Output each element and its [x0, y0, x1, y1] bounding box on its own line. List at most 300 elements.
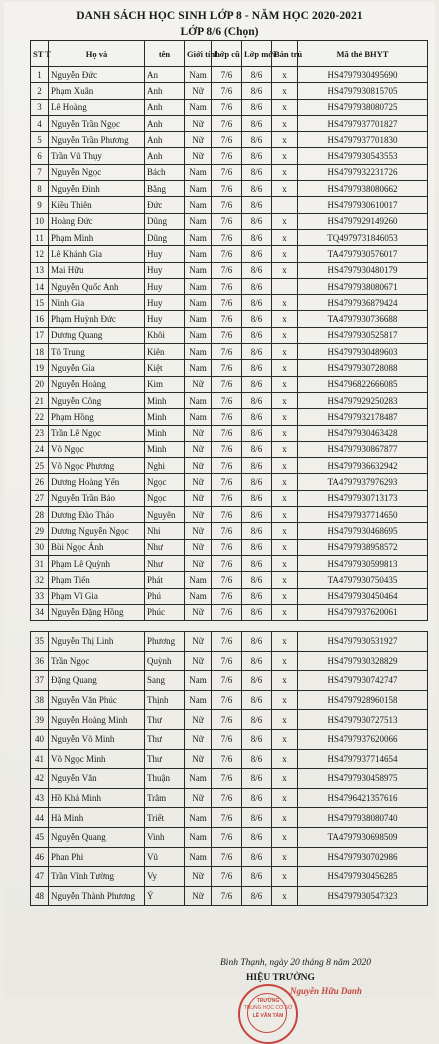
cell-ban-tru: x: [272, 99, 298, 115]
cell-stt: 15: [31, 295, 49, 311]
cell-lop-moi: 8/6: [242, 344, 272, 360]
cell-ma-bhyt: HS4797930728088: [298, 360, 428, 376]
cell-ten: Huy: [145, 311, 185, 327]
cell-ten: Anh: [145, 115, 185, 131]
cell-ho: Phạm Minh: [49, 229, 145, 245]
cell-ma-bhyt: HS4797932178487: [298, 409, 428, 425]
cell-ten: Bằng: [145, 181, 185, 197]
cell-gioi-tinh: Nữ: [185, 490, 212, 506]
seal-text-level: TRUNG HỌC CƠ SỞ: [243, 1005, 293, 1011]
cell-lop-moi: 8/6: [242, 67, 272, 83]
cell-lop-moi: 8/6: [242, 847, 272, 867]
cell-lop-cu: 7/6: [212, 458, 242, 474]
cell-stt: 46: [31, 847, 49, 867]
table-row: [31, 710, 428, 730]
cell-ma-bhyt: HS4797930458975: [298, 769, 428, 789]
cell-ten: Huy: [145, 295, 185, 311]
cell-ma-bhyt: HS4797936879424: [298, 295, 428, 311]
cell-ma-bhyt: TA4797930750435: [298, 572, 428, 588]
cell-ho: Phạm Tiến: [49, 572, 145, 588]
cell-lop-cu: 7/6: [212, 148, 242, 164]
cell-stt: 26: [31, 474, 49, 490]
cell-ban-tru: x: [272, 729, 298, 749]
cell-ho: Hồ Khả Minh: [49, 788, 145, 808]
cell-lop-cu: 7/6: [212, 67, 242, 83]
cell-ten: Kim: [145, 376, 185, 392]
cell-stt: 21: [31, 392, 49, 408]
cell-lop-moi: 8/6: [242, 729, 272, 749]
cell-lop-moi: 8/6: [242, 474, 272, 490]
cell-ten: Kiên: [145, 344, 185, 360]
cell-lop-moi: 8/6: [242, 197, 272, 213]
cell-stt: 37: [31, 671, 49, 691]
cell-ban-tru: x: [272, 572, 298, 588]
table-row: [31, 490, 428, 506]
cell-ten: Dũng: [145, 229, 185, 245]
cell-ban-tru: x: [272, 632, 298, 652]
cell-ho: Nguyễn Trần Ngọc: [49, 115, 145, 131]
cell-gioi-tinh: Nữ: [185, 651, 212, 671]
table-row: [31, 311, 428, 327]
table-row: [31, 148, 428, 164]
table-row: [31, 671, 428, 691]
cell-gioi-tinh: Nam: [185, 278, 212, 294]
cell-lop-moi: 8/6: [242, 710, 272, 730]
cell-stt: 7: [31, 164, 49, 180]
cell-stt: 27: [31, 490, 49, 506]
cell-ten: Minh: [145, 441, 185, 457]
cell-gioi-tinh: Nam: [185, 769, 212, 789]
cell-gioi-tinh: Nữ: [185, 788, 212, 808]
cell-gioi-tinh: Nam: [185, 588, 212, 604]
cell-stt: 5: [31, 132, 49, 148]
cell-ho: Lê Hoàng: [49, 99, 145, 115]
cell-lop-cu: 7/6: [212, 132, 242, 148]
cell-ten: Anh: [145, 148, 185, 164]
cell-ten: Như: [145, 555, 185, 571]
cell-ho: Phạm Huỳnh Đức: [49, 311, 145, 327]
cell-stt: 41: [31, 749, 49, 769]
cell-gioi-tinh: Nữ: [185, 132, 212, 148]
cell-stt: 40: [31, 729, 49, 749]
cell-lop-cu: 7/6: [212, 671, 242, 691]
cell-gioi-tinh: Nữ: [185, 632, 212, 652]
cell-gioi-tinh: Nam: [185, 572, 212, 588]
cell-ma-bhyt: HS4797930547323: [298, 886, 428, 906]
cell-stt: 20: [31, 376, 49, 392]
cell-gioi-tinh: Nữ: [185, 886, 212, 906]
cell-ban-tru: x: [272, 148, 298, 164]
cell-ban-tru: x: [272, 523, 298, 539]
cell-lop-cu: 7/6: [212, 690, 242, 710]
cell-gioi-tinh: Nữ: [185, 729, 212, 749]
cell-ho: Nguyễn Văn: [49, 769, 145, 789]
cell-ten: Dũng: [145, 213, 185, 229]
table-row: [31, 729, 428, 749]
cell-ban-tru: x: [272, 115, 298, 131]
header-lop-moi: Lớp mới: [242, 41, 272, 67]
signing-date: Bình Thạnh, ngày 20 tháng 8 năm 2020: [220, 958, 371, 968]
cell-lop-moi: 8/6: [242, 539, 272, 555]
table-row: [31, 572, 428, 588]
cell-ho: Hoàng Đức: [49, 213, 145, 229]
cell-gioi-tinh: Nam: [185, 164, 212, 180]
table-row: [31, 295, 428, 311]
cell-ho: Trần Ngọc: [49, 651, 145, 671]
cell-ten: Phúc: [145, 604, 185, 620]
cell-ten: Đức: [145, 197, 185, 213]
table-row: [31, 632, 428, 652]
cell-ma-bhyt: HS4797929250283: [298, 392, 428, 408]
cell-gioi-tinh: Nữ: [185, 376, 212, 392]
cell-ban-tru: x: [272, 749, 298, 769]
cell-gioi-tinh: Nam: [185, 360, 212, 376]
cell-ten: Thuận: [145, 769, 185, 789]
cell-lop-moi: 8/6: [242, 867, 272, 887]
cell-lop-moi: 8/6: [242, 507, 272, 523]
cell-lop-cu: 7/6: [212, 490, 242, 506]
cell-ho: Ninh Gia: [49, 295, 145, 311]
cell-gioi-tinh: Nữ: [185, 474, 212, 490]
cell-ban-tru: x: [272, 327, 298, 343]
table-row: [31, 769, 428, 789]
cell-lop-moi: 8/6: [242, 671, 272, 691]
cell-stt: 44: [31, 808, 49, 828]
cell-ho: Nguyễn Thành Phương: [49, 886, 145, 906]
cell-ban-tru: x: [272, 690, 298, 710]
seal-text-name: LÊ VĂN TÁM: [252, 1013, 284, 1019]
cell-ban-tru: x: [272, 651, 298, 671]
cell-ho: Nguyễn Đình: [49, 181, 145, 197]
cell-ten: Ngọc: [145, 474, 185, 490]
cell-ho: Võ Ngọc Minh: [49, 749, 145, 769]
cell-stt: 9: [31, 197, 49, 213]
cell-gioi-tinh: Nữ: [185, 523, 212, 539]
cell-ho: Dương Hoàng Yến: [49, 474, 145, 490]
cell-lop-moi: 8/6: [242, 769, 272, 789]
cell-ho: Nguyễn Quốc Anh: [49, 278, 145, 294]
cell-ho: Phạm Vĩ Gia: [49, 588, 145, 604]
cell-ten: Quỳnh: [145, 651, 185, 671]
cell-stt: 42: [31, 769, 49, 789]
cell-ban-tru: x: [272, 425, 298, 441]
cell-gioi-tinh: Nam: [185, 671, 212, 691]
table-row: [31, 164, 428, 180]
cell-ho: Hà Minh: [49, 808, 145, 828]
table-row: [31, 474, 428, 490]
cell-ten: Như: [145, 539, 185, 555]
cell-lop-moi: 8/6: [242, 148, 272, 164]
cell-lop-cu: 7/6: [212, 409, 242, 425]
cell-ban-tru: x: [272, 83, 298, 99]
cell-ho: Nguyễn Đức: [49, 67, 145, 83]
cell-ten: Nghi: [145, 458, 185, 474]
cell-lop-moi: 8/6: [242, 246, 272, 262]
cell-stt: 36: [31, 651, 49, 671]
cell-ban-tru: x: [272, 295, 298, 311]
cell-lop-cu: 7/6: [212, 311, 242, 327]
table-row: [31, 827, 428, 847]
cell-ho: Nguyễn Quang: [49, 827, 145, 847]
cell-ten: Trâm: [145, 788, 185, 808]
cell-lop-moi: 8/6: [242, 886, 272, 906]
cell-gioi-tinh: Nữ: [185, 425, 212, 441]
cell-lop-cu: 7/6: [212, 729, 242, 749]
cell-lop-moi: 8/6: [242, 572, 272, 588]
cell-stt: 38: [31, 690, 49, 710]
seal-text-school: TRƯỜNG: [256, 998, 280, 1004]
cell-lop-moi: 8/6: [242, 632, 272, 652]
cell-ma-bhyt: TA4797930698509: [298, 827, 428, 847]
cell-ten: Vinh: [145, 827, 185, 847]
cell-gioi-tinh: Nam: [185, 246, 212, 262]
cell-lop-moi: 8/6: [242, 490, 272, 506]
cell-lop-cu: 7/6: [212, 749, 242, 769]
document-title: DANH SÁCH HỌC SINH LỚP 8 - NĂM HỌC 2020-2021: [76, 10, 363, 22]
cell-lop-cu: 7/6: [212, 229, 242, 245]
cell-gioi-tinh: Nam: [185, 847, 212, 867]
cell-gioi-tinh: Nam: [185, 213, 212, 229]
cell-ban-tru: x: [272, 458, 298, 474]
cell-lop-moi: 8/6: [242, 392, 272, 408]
cell-stt: 30: [31, 539, 49, 555]
cell-ten: Thư: [145, 749, 185, 769]
cell-stt: 48: [31, 886, 49, 906]
cell-gioi-tinh: Nữ: [185, 458, 212, 474]
cell-gioi-tinh: Nữ: [185, 604, 212, 620]
cell-ten: An: [145, 67, 185, 83]
cell-lop-moi: 8/6: [242, 788, 272, 808]
table-row: [31, 808, 428, 828]
cell-stt: 14: [31, 278, 49, 294]
cell-ban-tru: [272, 278, 298, 294]
cell-ma-bhyt: TA4797937976293: [298, 474, 428, 490]
cell-ma-bhyt: HS4797930463428: [298, 425, 428, 441]
cell-stt: 35: [31, 632, 49, 652]
cell-lop-cu: 7/6: [212, 886, 242, 906]
cell-lop-moi: 8/6: [242, 115, 272, 131]
cell-ban-tru: x: [272, 376, 298, 392]
cell-stt: 39: [31, 710, 49, 730]
cell-ma-bhyt: HS4797936632942: [298, 458, 428, 474]
cell-stt: 32: [31, 572, 49, 588]
cell-ma-bhyt: HS4797938080662: [298, 181, 428, 197]
cell-stt: 8: [31, 181, 49, 197]
cell-stt: 31: [31, 555, 49, 571]
cell-lop-moi: 8/6: [242, 164, 272, 180]
cell-ten: Thịnh: [145, 690, 185, 710]
cell-ban-tru: x: [272, 886, 298, 906]
cell-ban-tru: x: [272, 246, 298, 262]
cell-lop-cu: 7/6: [212, 651, 242, 671]
cell-ho: Phạm Xuân: [49, 83, 145, 99]
cell-ma-bhyt: HS4797937620061: [298, 604, 428, 620]
table-row: [31, 213, 428, 229]
cell-lop-moi: 8/6: [242, 425, 272, 441]
cell-gioi-tinh: Nam: [185, 409, 212, 425]
cell-gioi-tinh: Nữ: [185, 555, 212, 571]
cell-ho: Phạm Hồng: [49, 409, 145, 425]
cell-ho: Nguyễn Trần Bảo: [49, 490, 145, 506]
cell-gioi-tinh: Nam: [185, 327, 212, 343]
cell-ban-tru: x: [272, 710, 298, 730]
cell-lop-cu: 7/6: [212, 164, 242, 180]
cell-lop-cu: 7/6: [212, 327, 242, 343]
cell-lop-moi: 8/6: [242, 441, 272, 457]
cell-ma-bhyt: HS4797930456285: [298, 867, 428, 887]
table-row: [31, 360, 428, 376]
cell-gioi-tinh: Nữ: [185, 749, 212, 769]
cell-ban-tru: x: [272, 213, 298, 229]
cell-lop-cu: 7/6: [212, 360, 242, 376]
table-row: [31, 788, 428, 808]
cell-stt: 33: [31, 588, 49, 604]
cell-lop-moi: 8/6: [242, 262, 272, 278]
cell-ma-bhyt: HS4797937714654: [298, 749, 428, 769]
cell-ten: Minh: [145, 425, 185, 441]
cell-stt: 1: [31, 67, 49, 83]
cell-stt: 6: [31, 148, 49, 164]
cell-lop-moi: 8/6: [242, 604, 272, 620]
cell-ban-tru: x: [272, 441, 298, 457]
cell-lop-cu: 7/6: [212, 115, 242, 131]
cell-ten: Thư: [145, 710, 185, 730]
cell-lop-cu: 7/6: [212, 827, 242, 847]
table-row: [31, 229, 428, 245]
cell-ten: Kiệt: [145, 360, 185, 376]
cell-lop-cu: 7/6: [212, 344, 242, 360]
cell-lop-moi: 8/6: [242, 83, 272, 99]
cell-lop-cu: 7/6: [212, 441, 242, 457]
cell-ho: Kiều Thiên: [49, 197, 145, 213]
cell-ten: Huy: [145, 262, 185, 278]
cell-ban-tru: x: [272, 507, 298, 523]
cell-ma-bhyt: HS4797930815705: [298, 83, 428, 99]
cell-gioi-tinh: Nam: [185, 229, 212, 245]
table-row: [31, 181, 428, 197]
cell-lop-cu: 7/6: [212, 425, 242, 441]
table-row: [31, 278, 428, 294]
table-row: [31, 197, 428, 213]
cell-ten: Bách: [145, 164, 185, 180]
table-row: [31, 115, 428, 131]
header-lop-cu: Lớp cũ: [212, 41, 242, 67]
cell-ma-bhyt: HS4797930495690: [298, 67, 428, 83]
cell-ten: Nhi: [145, 523, 185, 539]
cell-lop-moi: 8/6: [242, 360, 272, 376]
school-seal-stamp: [238, 984, 298, 1044]
cell-ho: Phan Phi: [49, 847, 145, 867]
cell-ma-bhyt: HS4797930531927: [298, 632, 428, 652]
cell-ten: Vũ: [145, 847, 185, 867]
cell-gioi-tinh: Nam: [185, 295, 212, 311]
table-row: [31, 458, 428, 474]
cell-ban-tru: x: [272, 490, 298, 506]
document-subtitle: LỚP 8/6 (Chọn): [180, 26, 259, 38]
cell-ma-bhyt: HS4797930543553: [298, 148, 428, 164]
cell-lop-moi: 8/6: [242, 749, 272, 769]
cell-lop-cu: 7/6: [212, 604, 242, 620]
cell-ho: Trần Lê Ngọc: [49, 425, 145, 441]
cell-ma-bhyt: TA4797930736688: [298, 311, 428, 327]
cell-lop-cu: 7/6: [212, 213, 242, 229]
cell-ma-bhyt: HS4797930702986: [298, 847, 428, 867]
cell-ma-bhyt: HS4797930489603: [298, 344, 428, 360]
header-ma-bhyt: Mã thẻ BHYT: [298, 41, 428, 67]
cell-gioi-tinh: Nam: [185, 827, 212, 847]
cell-ho: Nguyễn Công: [49, 392, 145, 408]
cell-ten: Sang: [145, 671, 185, 691]
cell-ma-bhyt: HS4797930468695: [298, 523, 428, 539]
cell-lop-moi: 8/6: [242, 181, 272, 197]
cell-stt: 13: [31, 262, 49, 278]
cell-ho: Dương Quang: [49, 327, 145, 343]
cell-stt: 3: [31, 99, 49, 115]
cell-lop-cu: 7/6: [212, 278, 242, 294]
cell-ten: Phương: [145, 632, 185, 652]
cell-stt: 25: [31, 458, 49, 474]
cell-ma-bhyt: TQ4979731846053: [298, 229, 428, 245]
cell-gioi-tinh: Nam: [185, 181, 212, 197]
cell-ma-bhyt: HS4797930328829: [298, 651, 428, 671]
cell-ten: Huy: [145, 246, 185, 262]
principal-title: HIỆU TRƯỞNG: [246, 973, 315, 983]
cell-ten: Minh: [145, 409, 185, 425]
cell-ban-tru: x: [272, 344, 298, 360]
cell-gioi-tinh: Nam: [185, 311, 212, 327]
cell-ten: Phát: [145, 572, 185, 588]
cell-ho: Tô Trung: [49, 344, 145, 360]
table-row: [31, 392, 428, 408]
cell-gioi-tinh: Nữ: [185, 115, 212, 131]
cell-ten: Vy: [145, 867, 185, 887]
cell-ten: Anh: [145, 83, 185, 99]
cell-ho: Nguyễn Gia: [49, 360, 145, 376]
header-stt: ST T: [31, 41, 49, 67]
table-row: [31, 376, 428, 392]
cell-ban-tru: x: [272, 311, 298, 327]
cell-lop-cu: 7/6: [212, 847, 242, 867]
cell-ma-bhyt: HS4797930480179: [298, 262, 428, 278]
cell-ban-tru: x: [272, 847, 298, 867]
cell-stt: 43: [31, 788, 49, 808]
cell-stt: 24: [31, 441, 49, 457]
cell-lop-moi: 8/6: [242, 278, 272, 294]
cell-lop-cu: 7/6: [212, 99, 242, 115]
cell-ban-tru: x: [272, 588, 298, 604]
cell-ma-bhyt: TA4797930576017: [298, 246, 428, 262]
cell-lop-cu: 7/6: [212, 376, 242, 392]
cell-ma-bhyt: HS4797937714650: [298, 507, 428, 523]
cell-ho: Võ Ngọc: [49, 441, 145, 457]
student-table-part-2: [30, 631, 428, 906]
cell-ho: Dương Nguyễn Ngọc: [49, 523, 145, 539]
cell-gioi-tinh: Nam: [185, 197, 212, 213]
cell-ma-bhyt: HS4797930525817: [298, 327, 428, 343]
cell-gioi-tinh: Nam: [185, 392, 212, 408]
cell-lop-cu: 7/6: [212, 588, 242, 604]
cell-stt: 11: [31, 229, 49, 245]
cell-lop-cu: 7/6: [212, 507, 242, 523]
cell-lop-cu: 7/6: [212, 474, 242, 490]
cell-lop-cu: 7/6: [212, 523, 242, 539]
cell-ho: Lê Khánh Gia: [49, 246, 145, 262]
cell-ma-bhyt: HS4797930742747: [298, 671, 428, 691]
header-gioi-tinh: Giới tính: [185, 41, 212, 67]
cell-ho: Nguyễn Võ Minh: [49, 729, 145, 749]
cell-stt: 10: [31, 213, 49, 229]
table-row: [31, 539, 428, 555]
